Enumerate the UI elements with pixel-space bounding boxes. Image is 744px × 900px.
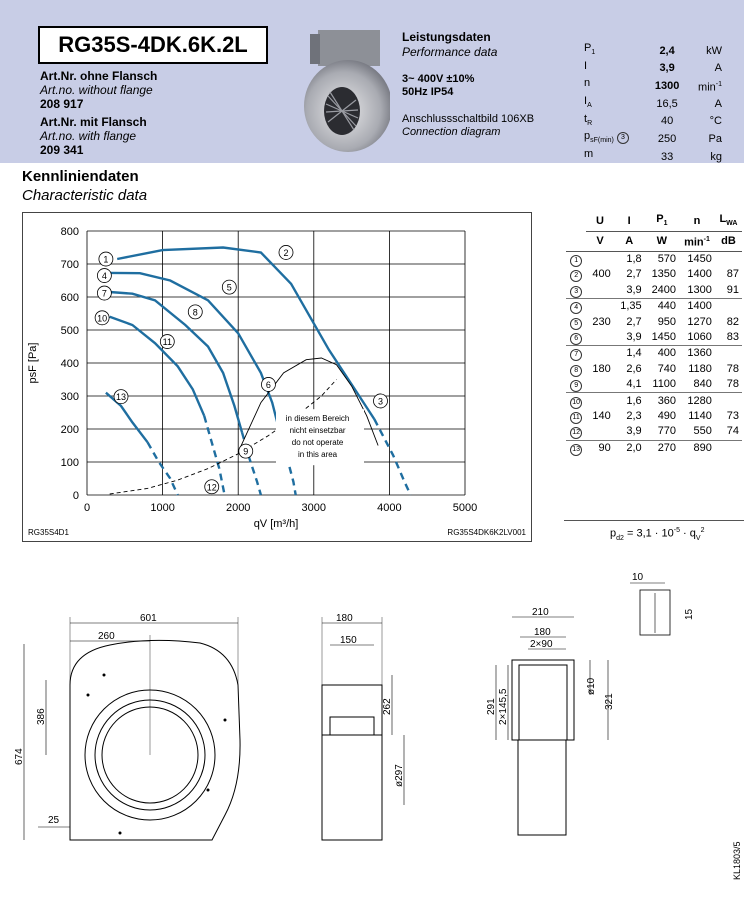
table-row (566, 346, 742, 362)
curve-marker-label: 5 (226, 282, 232, 293)
dim-15: 15 (684, 608, 695, 620)
table-cell: 1060 (679, 330, 715, 346)
dim-210: 210 (532, 607, 549, 618)
spec-value: 16,5 (656, 97, 678, 110)
spec-row (582, 77, 724, 95)
x-tick-label: 1000 (150, 502, 175, 514)
spec-row (582, 42, 724, 60)
spec-value: 2,4 (659, 44, 675, 57)
table-cell: 1180 (688, 362, 712, 375)
table-row (566, 409, 742, 424)
table-row (566, 283, 742, 299)
curve-marker-label: 2 (283, 247, 289, 258)
table-cell: 740 (657, 362, 677, 375)
table-header-cell: $P_1$ (645, 212, 679, 232)
curve-marker-label: 4 (101, 271, 107, 282)
table-cell (586, 330, 613, 346)
table-cell: 840 (679, 377, 715, 393)
table-cell: 73 (726, 409, 739, 422)
x-tick-label: 5000 (452, 502, 478, 514)
curve-marker-label: 11 (162, 337, 172, 348)
table-cell: 1270 (687, 315, 712, 328)
table-header-cell: $L_{WA}$ (715, 212, 742, 232)
table-row-marker: 8 (566, 362, 586, 377)
table-cell: 230 (592, 315, 611, 328)
spec-value: 250 (657, 133, 677, 146)
table-unit-cell: V (586, 232, 613, 252)
chart-footer-left: RG35S4D1 (28, 528, 69, 537)
table-cell: 180 (592, 362, 611, 375)
fan-product-image (300, 26, 390, 154)
curve-marker-label: 10 (97, 313, 108, 324)
characteristic-chart (22, 212, 532, 542)
table-cell (586, 251, 613, 267)
spec-symbol: n (584, 77, 591, 90)
note-line: in diesem Bereich (285, 414, 350, 424)
table-cell: 1140 (688, 409, 712, 422)
spec-symbol: I (584, 59, 588, 72)
y-tick-label: 200 (60, 424, 79, 436)
side-housing (322, 685, 382, 840)
dim-386: 386 (36, 708, 47, 725)
art-without-de: Art.Nr. ohne Flansch (40, 69, 158, 83)
spec-unit: A (714, 62, 722, 75)
table-cell: 490 (657, 409, 677, 422)
table-cell (586, 283, 613, 299)
table-cell: 2,3 (626, 409, 642, 422)
table-header-row (566, 212, 742, 232)
table-row-marker: 2 (566, 267, 586, 282)
table-row-marker: 11 (566, 409, 586, 424)
dim-150: 150 (340, 635, 357, 646)
dim-2x90: 2×90 (530, 639, 553, 650)
table-row (566, 393, 742, 409)
art-with-no: 209 341 (40, 143, 84, 157)
table-cell: 4,1 (614, 377, 645, 393)
spec-unit: A (714, 97, 722, 110)
voltage: 3~ 400V ±10% (402, 73, 475, 85)
table-row-marker: 9 (566, 377, 586, 393)
spec-row (582, 95, 724, 113)
note-line: do not operate (291, 438, 344, 448)
dim-180-side: 180 (336, 613, 353, 624)
spec-row (582, 130, 724, 148)
table-row (566, 440, 742, 456)
dim-180-flange: 180 (534, 627, 551, 638)
spec-symbol: m (584, 148, 594, 161)
table-cell (715, 299, 742, 315)
table-unit-cell: A (614, 232, 645, 252)
spec-unit: $\min^{-1}$ (698, 80, 722, 94)
table-cell: 83 (715, 330, 742, 346)
spec-value: 40 (660, 115, 674, 128)
art-with-en: Art.no. with flange (40, 129, 137, 143)
table-cell: 3,9 (614, 424, 645, 440)
table-cell: 1,8 (626, 253, 642, 266)
table-cell: 2,0 (626, 441, 642, 454)
table-cell: 78 (726, 362, 739, 375)
spec-unit: kW (706, 44, 722, 57)
table-row (566, 377, 742, 393)
y-tick-label: 300 (60, 391, 79, 403)
y-tick-label: 800 (60, 226, 79, 238)
note-line: nicht einsetzbar (289, 426, 346, 436)
table-cell (586, 424, 613, 440)
spec-unit: kg (710, 150, 722, 163)
dim-260: 260 (98, 631, 115, 642)
section-title-de: Kennliniendaten (22, 168, 139, 185)
table-header-cell: n (679, 212, 715, 232)
table-cell: 74 (715, 424, 742, 440)
dimension-drawings (0, 565, 744, 900)
curve-marker-label: 13 (116, 392, 127, 403)
spec-unit: °C (709, 115, 722, 128)
art-without-no: 208 917 (40, 97, 84, 111)
table-cell: 1280 (687, 394, 712, 407)
fan-curve-7-9 (110, 292, 242, 432)
table-cell: 1,6 (626, 394, 642, 407)
characteristic-table (566, 212, 742, 456)
table-cell: 140 (592, 409, 611, 422)
table-cell: 950 (657, 315, 677, 328)
fan-curve-1-3 (117, 248, 374, 420)
curve-marker-label: 8 (192, 307, 198, 318)
x-tick-label: 2000 (225, 502, 251, 514)
table-cell: 2400 (645, 283, 679, 299)
table-row (566, 251, 742, 267)
table-cell (586, 299, 613, 315)
table-units-row (566, 232, 742, 252)
dim-25: 25 (48, 815, 60, 826)
curve-marker-label: 9 (243, 446, 249, 457)
curve-marker-label: 1 (103, 254, 109, 265)
table-cell: 2,6 (626, 362, 642, 375)
formula: $p_{d2} = 3,1 \cdot 10^{-5} \cdot q_V^2$ (610, 527, 705, 542)
dim-291: 291 (486, 698, 497, 715)
dim-321: 321 (604, 693, 615, 710)
perf-title-en: Performance data (402, 45, 498, 59)
table-unit-cell: W (645, 232, 679, 252)
fan-curve-dashed-7-9 (242, 432, 261, 495)
y-tick-label: 400 (60, 358, 79, 370)
y-axis-label: psF [Pa] (27, 342, 39, 384)
table-cell (715, 440, 742, 456)
spec-mark: 3 (617, 132, 629, 144)
table-cell: 82 (726, 315, 739, 328)
table-cell: 270 (657, 441, 677, 454)
spec-symbol: $t_R$ (584, 112, 593, 127)
table-row (566, 314, 742, 329)
note-line: in this area (298, 450, 338, 460)
curve-marker-label: 12 (206, 482, 217, 493)
spec-value: 1300 (654, 79, 680, 92)
table-cell: 570 (657, 253, 677, 266)
dim-262: 262 (382, 698, 393, 715)
table-cell: 2,7 (626, 268, 642, 281)
table-cell: 90 (598, 441, 611, 454)
table-row-marker: 4 (566, 299, 586, 315)
table-cell (715, 251, 742, 267)
table-row-marker: 12 (566, 424, 586, 440)
curve-marker-label: 6 (265, 379, 271, 390)
spec-row (582, 113, 724, 131)
spec-table (582, 42, 724, 166)
spec-symbol: $P_1$ (584, 42, 596, 57)
table-row-marker: 6 (566, 330, 586, 346)
connection-de: Anschlussschaltbild 106XB (402, 113, 535, 125)
table-cell: 3,9 (614, 330, 645, 346)
table-cell (715, 393, 742, 409)
section-title-en: Characteristic data (22, 187, 148, 204)
table-row (566, 299, 742, 315)
dim-297: ø297 (394, 764, 405, 787)
dim-10-dia: ø10 (586, 677, 597, 695)
table-row (566, 330, 742, 346)
table-cell: 91 (715, 283, 742, 299)
table-cell: 1450 (687, 253, 712, 266)
table-row-marker: 13 (566, 440, 586, 456)
frequency-ip: 50Hz IP54 (402, 86, 454, 98)
table-cell: 1300 (679, 283, 715, 299)
formula-divider (564, 520, 744, 521)
table-cell: 550 (679, 424, 715, 440)
table-cell: 1,4 (626, 347, 642, 360)
chart-footer-right: RG35S4DK6K2LV001 (447, 528, 526, 537)
table-cell: 78 (715, 377, 742, 393)
table-cell: 1360 (687, 347, 712, 360)
spec-value: 3,9 (659, 62, 675, 75)
model-title: RG35S-4DK.6K.2L (38, 26, 268, 64)
curve-marker-label: 7 (101, 288, 107, 299)
table-cell: 1,35 (620, 300, 642, 313)
y-tick-label: 700 (60, 259, 79, 271)
table-cell (586, 393, 613, 409)
table-cell: 1400 (687, 268, 712, 281)
article-info (40, 69, 157, 157)
spec-value: 33 (660, 150, 674, 163)
y-tick-label: 0 (72, 490, 79, 502)
spec-symbol: $I_A$ (584, 95, 592, 110)
spec-row (582, 60, 724, 78)
table-cell: 440 (657, 300, 677, 313)
fan-curve-dashed-1-3 (374, 419, 410, 495)
perf-title-de: Leistungsdaten (402, 30, 491, 44)
table-cell: 1400 (687, 300, 712, 313)
table-cell (586, 377, 613, 393)
table-row-marker: 3 (566, 283, 586, 299)
table-row (566, 424, 742, 440)
spec-symbol: $p_{sF(min)}$ 3 (582, 130, 648, 148)
table-row (566, 267, 742, 282)
table-cell: 87 (726, 268, 739, 281)
dim-601: 601 (140, 613, 157, 624)
table-row-marker: 5 (566, 314, 586, 329)
table-cell: 1100 (645, 377, 679, 393)
table-cell: 1450 (645, 330, 679, 346)
table-unit-cell: $\min^{-1}$ (679, 232, 715, 252)
art-without-en: Art.no. without flange (40, 83, 153, 97)
table-header-cell: I (614, 212, 645, 232)
table-unit-cell: dB (715, 232, 742, 252)
y-tick-label: 500 (60, 325, 79, 337)
dim-674: 674 (14, 748, 25, 765)
performance-block (402, 30, 534, 139)
dim-10: 10 (632, 572, 644, 583)
table-cell: 890 (693, 441, 712, 454)
table-header-cell: U (586, 212, 613, 232)
table-cell (586, 346, 613, 362)
flange-outline (512, 660, 574, 740)
table-cell: 400 (592, 268, 611, 281)
table-cell: 770 (645, 424, 679, 440)
x-tick-label: 4000 (377, 502, 402, 514)
table-cell: 360 (657, 394, 677, 407)
x-axis-label: qV [m³/h] (253, 518, 299, 530)
table-cell: 1350 (651, 268, 677, 281)
curve-marker-label: 3 (377, 396, 384, 407)
table-row-marker: 1 (566, 251, 586, 267)
x-tick-label: 0 (83, 502, 91, 514)
spec-unit: Pa (708, 133, 722, 146)
y-tick-label: 100 (60, 457, 79, 469)
table-cell: 400 (657, 347, 677, 360)
art-with-de: Art.Nr. mit Flansch (40, 115, 147, 129)
dim-2x145: 2×145,5 (498, 688, 509, 725)
table-row-marker: 10 (566, 393, 586, 409)
drawing-ref: KL1803/5 (732, 841, 742, 880)
table-row (566, 362, 742, 377)
spec-row (582, 148, 724, 166)
x-tick-label: 3000 (301, 502, 327, 514)
connection-en: Connection diagram (402, 126, 501, 138)
table-cell: 3,9 (614, 283, 645, 299)
y-tick-label: 600 (60, 292, 79, 304)
table-cell: 2,7 (626, 315, 642, 328)
table-row-marker: 7 (566, 346, 586, 362)
table-cell (715, 346, 742, 362)
